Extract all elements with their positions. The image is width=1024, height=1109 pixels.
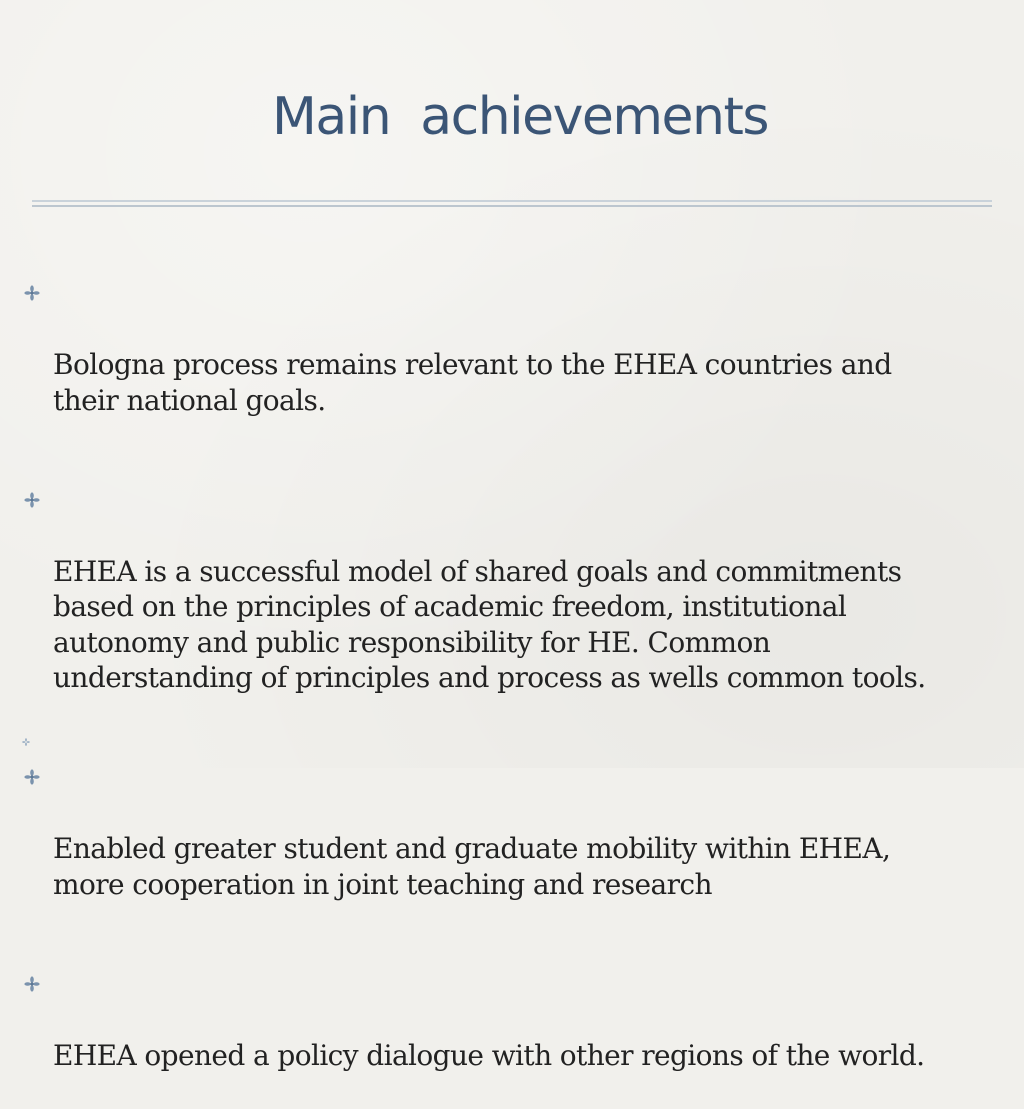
bullet-text: Enabled greater student and graduate mobility within EHEA, more cooperation in joint teaching and research bbox=[53, 832, 891, 901]
fleuron-cross-icon bbox=[24, 769, 40, 785]
bullet-text: Bologna process remains relevant to the EHEA countries and their national goals. bbox=[53, 348, 892, 417]
bullet-item bbox=[0, 276, 1024, 454]
fleuron-cross-icon bbox=[24, 285, 40, 301]
bullet-item bbox=[0, 760, 1024, 938]
bullet-item bbox=[0, 483, 1024, 732]
title-divider-top bbox=[32, 200, 992, 202]
slide-title: Main achievements bbox=[272, 87, 768, 147]
bullet-text: EHEA opened a policy dialogue with other regions of the world. bbox=[53, 1038, 925, 1072]
bullet-item bbox=[0, 967, 1024, 1109]
fleuron-cross-icon bbox=[24, 976, 40, 992]
fleuron-cross-icon bbox=[22, 738, 30, 746]
bullet-text: EHEA is a successful model of shared goals and commitments based on the principles of academic freedom, institutional autonomy and public responsibility for HE. Common understanding of principles and process as wells common tools. bbox=[53, 554, 926, 694]
bullet-list bbox=[0, 276, 1024, 1109]
title-divider-bottom bbox=[32, 205, 992, 207]
fleuron-cross-icon bbox=[24, 492, 40, 508]
